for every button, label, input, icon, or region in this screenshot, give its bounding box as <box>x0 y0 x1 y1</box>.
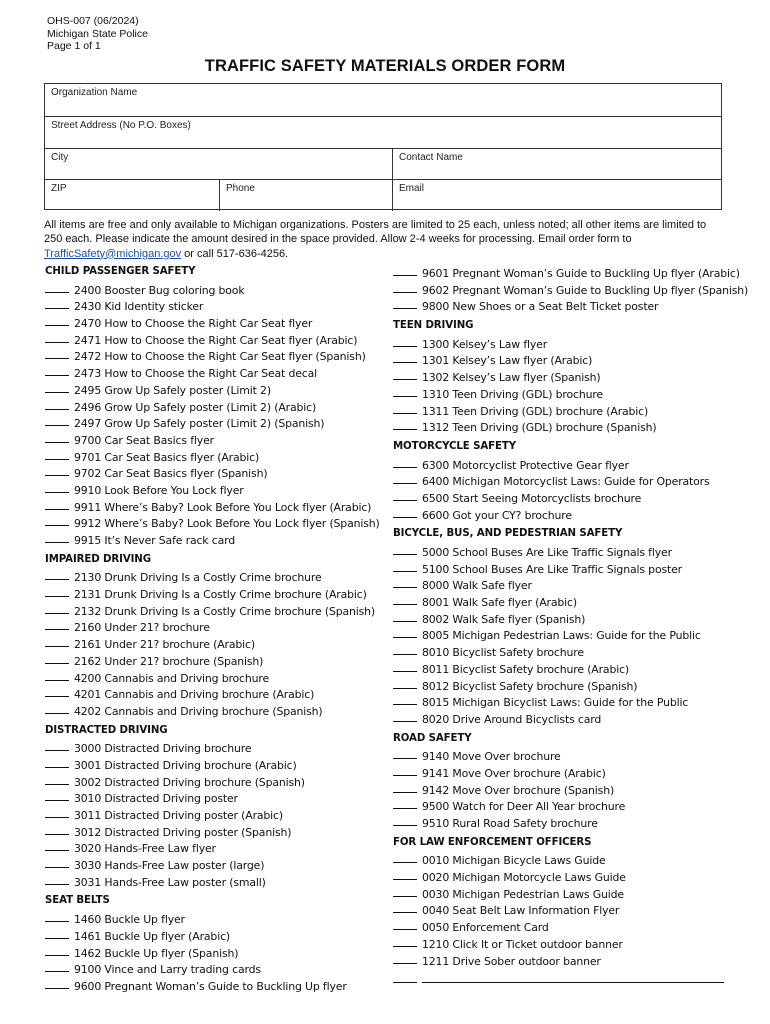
order-item <box>393 593 728 610</box>
order-item <box>45 602 385 619</box>
form-number: OHS-007 (06/2024) <box>47 15 139 27</box>
order-item <box>393 368 728 385</box>
other-item-line[interactable] <box>422 971 724 983</box>
order-item <box>45 756 385 773</box>
quantity-blank[interactable] <box>393 351 417 363</box>
item-label: 9702 Car Seat Basics flyer (Spanish) <box>74 467 268 481</box>
item-label: 5000 School Buses Are Like Traffic Signals flyer <box>422 546 672 559</box>
quantity-blank[interactable] <box>393 660 417 672</box>
section-title-for-law-enforcement-officers: FOR LAW ENFORCEMENT OFFICERS <box>393 836 592 848</box>
item-label: 9800 New Shoes or a Seat Belt Ticket poster <box>422 300 659 314</box>
quantity-blank[interactable] <box>45 585 69 597</box>
order-item <box>393 814 728 831</box>
order-item <box>45 910 385 927</box>
item-label: 1461 Buckle Up flyer (Arabic) <box>74 929 230 943</box>
quantity-blank[interactable] <box>45 944 69 956</box>
order-item <box>45 585 385 602</box>
order-item <box>45 839 385 856</box>
quantity-blank[interactable] <box>393 764 417 776</box>
street-address-input[interactable] <box>51 133 715 146</box>
order-item <box>45 773 385 790</box>
order-item <box>45 960 385 977</box>
section-title-teen-driving: TEEN DRIVING <box>393 320 474 332</box>
item-label: 1210 Click It or Ticket outdoor banner <box>422 937 623 951</box>
order-item <box>45 873 385 890</box>
item-label: 2131 Drunk Driving Is a Costly Crime brochure (Arabic) <box>74 588 367 602</box>
item-label: 3002 Distracted Driving brochure (Spanish) <box>74 775 305 789</box>
quantity-blank[interactable] <box>45 568 69 580</box>
contact-name-label: Contact Name <box>399 152 463 163</box>
left-items-column <box>45 264 385 994</box>
order-item <box>393 797 728 814</box>
quantity-blank[interactable] <box>393 971 417 983</box>
section-title-motorcycle-safety: MOTORCYCLE SAFETY <box>393 440 516 452</box>
item-label: 8011 Bicyclist Safety brochure (Arabic) <box>422 662 630 676</box>
item-label: 3012 Distracted Driving poster (Spanish) <box>74 825 292 839</box>
item-label: 9915 It’s Never Safe rack card <box>74 534 236 547</box>
item-label: 9140 Move Over brochure <box>422 750 561 764</box>
other-item-row <box>393 971 728 988</box>
item-label: 9700 Car Seat Basics flyer <box>74 433 214 447</box>
item-label: 2470 How to Choose the Right Car Seat flyer <box>74 317 313 331</box>
item-label: 6300 Motorcyclist Protective Gear flyer <box>422 458 629 472</box>
quantity-blank[interactable] <box>45 789 69 801</box>
order-item <box>393 351 728 368</box>
item-label: 8001 Walk Safe flyer (Arabic) <box>422 596 577 610</box>
street-address-label: Street Address (No P.O. Boxes) <box>51 120 191 131</box>
street-cell <box>45 117 721 148</box>
order-item <box>393 335 728 352</box>
order-item <box>45 685 385 702</box>
order-item <box>45 464 385 481</box>
order-item <box>393 626 728 643</box>
item-label: 1301 Kelsey’s Law flyer (Arabic) <box>422 354 593 368</box>
order-item <box>393 935 728 952</box>
item-label: 9910 Look Before You Lock flyer <box>74 483 244 497</box>
order-item <box>45 297 385 314</box>
section-title-seat-belts: SEAT BELTS <box>45 895 110 907</box>
item-label: 3000 Distracted Driving brochure <box>74 742 252 756</box>
quantity-blank[interactable] <box>393 560 417 572</box>
item-label: 8010 Bicyclist Safety brochure <box>422 646 584 660</box>
order-item <box>45 498 385 515</box>
order-item <box>393 472 728 489</box>
quantity-blank[interactable] <box>45 856 69 868</box>
quantity-blank[interactable] <box>393 385 417 397</box>
quantity-blank[interactable] <box>45 481 69 493</box>
quantity-blank[interactable] <box>393 747 417 759</box>
item-label: 2472 How to Choose the Right Car Seat flyer (Spanish) <box>74 350 366 364</box>
order-item <box>393 660 728 677</box>
order-item <box>393 489 728 506</box>
order-item <box>45 398 385 415</box>
phone-cell <box>219 180 392 211</box>
order-item <box>393 281 749 298</box>
item-label: 1460 Buckle Up flyer <box>74 913 185 927</box>
item-label: 1312 Teen Driving (GDL) brochure (Spanish) <box>422 421 657 435</box>
contact-name-cell <box>392 149 721 179</box>
item-label: 9701 Car Seat Basics flyer (Arabic) <box>74 450 260 464</box>
order-item <box>393 402 728 419</box>
order-item <box>45 347 385 364</box>
quantity-blank[interactable] <box>393 576 417 588</box>
item-label: 3001 Distracted Driving brochure (Arabic) <box>74 758 297 772</box>
section-title-bicycle-bus-and-pedestrian-safety: BICYCLE, BUS, AND PEDESTRIAN SAFETY <box>393 528 623 540</box>
quantity-blank[interactable] <box>393 677 417 689</box>
quantity-blank[interactable] <box>45 381 69 393</box>
order-item <box>393 610 728 627</box>
quantity-blank[interactable] <box>393 472 417 484</box>
order-item <box>393 747 728 764</box>
item-label: 9510 Rural Road Safety brochure <box>422 817 598 830</box>
instructions-text: All items are free and only available to Michigan organizations. Posters are limited to 25 each, unless noted; all other items are limited to 250 each. Please indicate the amount desired in the space provided. Allow 2-4 weeks for processing. Email order form to <box>44 219 707 246</box>
order-item <box>45 481 385 498</box>
quantity-blank[interactable] <box>45 739 69 751</box>
item-label: 1300 Kelsey’s Law flyer <box>422 337 548 351</box>
quantity-blank[interactable] <box>393 952 417 964</box>
item-label: 6600 Got your CY? brochure <box>422 508 572 522</box>
item-label: 3020 Hands-Free Law flyer <box>74 842 216 856</box>
item-label: 9600 Pregnant Woman’s Guide to Buckling Up flyer <box>74 979 347 993</box>
order-item <box>393 710 728 727</box>
item-label: 3031 Hands-Free Law poster (small) <box>74 875 266 889</box>
quantity-blank[interactable] <box>393 710 417 722</box>
phone-input[interactable] <box>226 196 386 209</box>
order-item <box>45 944 385 961</box>
item-label: 2496 Grow Up Safely poster (Limit 2) (Arabic) <box>74 400 317 414</box>
item-label: 2430 Kid Identity sticker <box>74 300 204 314</box>
order-item <box>45 789 385 806</box>
item-label: 3030 Hands-Free Law poster (large) <box>74 859 265 873</box>
item-label: 8015 Michigan Bicyclist Laws: Guide for the Public <box>422 696 689 710</box>
quantity-blank[interactable] <box>45 297 69 309</box>
order-item <box>45 618 385 635</box>
quantity-blank[interactable] <box>393 543 417 555</box>
item-label: 0040 Seat Belt Law Information Flyer <box>422 904 620 918</box>
quantity-blank[interactable] <box>45 448 69 460</box>
item-label: 8005 Michigan Pedestrian Laws: Guide for the Public <box>422 629 701 643</box>
zip-row <box>45 180 721 211</box>
organization-name-input[interactable] <box>51 101 715 114</box>
quantity-blank[interactable] <box>45 823 69 835</box>
order-item <box>393 456 728 473</box>
city-label: City <box>51 152 69 163</box>
quantity-blank[interactable] <box>45 960 69 972</box>
order-item <box>393 297 728 314</box>
order-item <box>393 918 728 935</box>
item-label: 3011 Distracted Driving poster (Arabic) <box>74 809 283 822</box>
quantity-blank[interactable] <box>393 901 417 913</box>
item-label: 9141 Move Over brochure (Arabic) <box>422 766 606 780</box>
order-item <box>393 693 728 710</box>
quantity-blank[interactable] <box>393 297 417 309</box>
order-item <box>45 977 385 994</box>
quantity-blank[interactable] <box>393 610 417 622</box>
order-item <box>393 764 728 781</box>
item-label: 9912 Where’s Baby? Look Before You Lock flyer (Spanish) <box>74 517 380 531</box>
order-item <box>393 885 728 902</box>
item-label: 6500 Start Seeing Motorcyclists brochure <box>422 491 642 505</box>
order-item <box>393 851 728 868</box>
order-item <box>45 927 385 944</box>
item-label: 2161 Under 21? brochure (Arabic) <box>74 638 255 652</box>
item-label: 4200 Cannabis and Driving brochure <box>74 671 270 685</box>
order-item <box>45 331 385 348</box>
street-row <box>45 117 721 149</box>
city-input[interactable] <box>51 164 386 177</box>
quantity-blank[interactable] <box>393 368 417 380</box>
quantity-blank[interactable] <box>393 456 417 468</box>
item-label: 0020 Michigan Motorcycle Laws Guide <box>422 871 626 885</box>
item-label: 1211 Drive Sober outdoor banner <box>422 954 601 968</box>
item-label: 8002 Walk Safe flyer (Spanish) <box>422 612 586 626</box>
section-title-road-safety: ROAD SAFETY <box>393 732 472 744</box>
item-label: 9500 Watch for Deer All Year brochure <box>422 800 626 814</box>
quantity-blank[interactable] <box>45 464 69 476</box>
order-item <box>45 381 385 398</box>
order-item <box>45 568 385 585</box>
item-label: 4202 Cannabis and Driving brochure (Spanish) <box>74 704 323 718</box>
item-label: 2160 Under 21? brochure <box>74 621 210 635</box>
item-label: 8020 Drive Around Bicyclists card <box>422 712 602 726</box>
quantity-blank[interactable] <box>45 685 69 697</box>
order-item <box>45 823 385 840</box>
order-item <box>45 635 385 652</box>
quantity-blank[interactable] <box>45 756 69 768</box>
order-item <box>393 677 728 694</box>
page-title: TRAFFIC SAFETY MATERIALS ORDER FORM <box>204 57 566 75</box>
form-header <box>47 15 148 53</box>
quantity-blank[interactable] <box>45 414 69 426</box>
quantity-blank[interactable] <box>45 347 69 359</box>
email-input[interactable] <box>399 196 715 209</box>
quantity-blank[interactable] <box>45 669 69 681</box>
quantity-blank[interactable] <box>393 281 417 293</box>
organization-row <box>45 84 721 117</box>
quantity-blank[interactable] <box>45 773 69 785</box>
quantity-blank[interactable] <box>45 977 69 989</box>
section-title-distracted-driving: DISTRACTED DRIVING <box>45 724 168 736</box>
item-label: 9601 Pregnant Woman’s Guide to Buckling Up flyer (Arabic) <box>422 267 740 280</box>
quantity-blank[interactable] <box>393 626 417 638</box>
zip-label: ZIP <box>51 183 67 194</box>
order-item <box>45 448 385 465</box>
quantity-blank[interactable] <box>393 335 417 347</box>
quantity-blank[interactable] <box>393 935 417 947</box>
section-title-impaired-driving: IMPAIRED DRIVING <box>45 553 151 565</box>
order-item <box>393 560 728 577</box>
order-item <box>45 414 385 431</box>
order-item <box>393 901 728 918</box>
item-label: 0030 Michigan Pedestrian Laws Guide <box>422 887 624 901</box>
order-item <box>45 856 385 873</box>
quantity-blank[interactable] <box>393 851 417 863</box>
quantity-blank[interactable] <box>45 618 69 630</box>
item-label: 2400 Booster Bug coloring book <box>74 283 245 297</box>
order-item <box>45 531 385 548</box>
order-item <box>393 385 728 402</box>
quantity-blank[interactable] <box>393 918 417 930</box>
item-label: 2495 Grow Up Safely poster (Limit 2) <box>74 383 271 397</box>
item-label: 8012 Bicyclist Safety brochure (Spanish) <box>422 679 638 693</box>
quantity-blank[interactable] <box>45 927 69 939</box>
zip-input[interactable] <box>51 196 213 209</box>
quantity-blank[interactable] <box>45 839 69 851</box>
item-label: 1311 Teen Driving (GDL) brochure (Arabic) <box>422 404 649 418</box>
order-item <box>393 418 728 435</box>
order-item <box>393 543 728 560</box>
quantity-blank[interactable] <box>393 489 417 501</box>
order-item <box>393 264 740 281</box>
order-item <box>393 506 728 523</box>
quantity-blank[interactable] <box>393 506 417 518</box>
email-label: Email <box>399 183 425 194</box>
order-email-link[interactable]: TrafficSafety@michigan.gov <box>44 247 182 260</box>
item-label: 2471 How to Choose the Right Car Seat flyer (Arabic) <box>74 333 358 347</box>
order-item <box>45 314 385 331</box>
order-item <box>393 952 728 969</box>
item-label: 9911 Where’s Baby? Look Before You Lock flyer (Arabic) <box>74 500 372 514</box>
item-label: 2162 Under 21? brochure (Spanish) <box>74 654 264 668</box>
order-item <box>45 806 385 823</box>
item-label: 1462 Buckle Up flyer (Spanish) <box>74 946 239 960</box>
item-label: 1310 Teen Driving (GDL) brochure <box>422 387 603 401</box>
quantity-blank[interactable] <box>45 910 69 922</box>
order-item <box>393 576 728 593</box>
order-item <box>45 431 385 448</box>
order-item <box>45 364 385 381</box>
quantity-blank[interactable] <box>45 806 69 818</box>
quantity-blank[interactable] <box>393 693 417 705</box>
item-label: 3010 Distracted Driving poster <box>74 792 238 806</box>
instructions-phone: or call 517-636-4256. <box>181 247 289 260</box>
quantity-blank[interactable] <box>45 602 69 614</box>
item-label: 2130 Drunk Driving Is a Costly Crime brochure <box>74 571 322 585</box>
quantity-blank[interactable] <box>45 498 69 510</box>
item-label: 2497 Grow Up Safely poster (Limit 2) (Spanish) <box>74 417 325 431</box>
organization-name-label: Organization Name <box>51 87 138 98</box>
city-row <box>45 149 721 180</box>
organization-cell <box>45 84 721 116</box>
quantity-blank[interactable] <box>393 418 417 430</box>
contact-info-form <box>44 83 722 210</box>
order-item <box>45 652 385 669</box>
item-label: 1302 Kelsey’s Law flyer (Spanish) <box>422 371 601 385</box>
quantity-blank[interactable] <box>45 314 69 326</box>
quantity-blank[interactable] <box>45 635 69 647</box>
quantity-blank[interactable] <box>393 868 417 880</box>
item-label: 9142 Move Over brochure (Spanish) <box>422 783 615 797</box>
quantity-blank[interactable] <box>45 652 69 664</box>
item-label: 2473 How to Choose the Right Car Seat decal <box>74 367 318 381</box>
contact-name-input[interactable] <box>399 164 715 177</box>
page-indicator: Page 1 of 1 <box>47 40 101 52</box>
phone-label: Phone <box>226 183 255 194</box>
order-item <box>45 669 385 686</box>
order-item <box>45 702 385 719</box>
quantity-blank[interactable] <box>393 797 417 809</box>
item-label: 9100 Vince and Larry trading cards <box>74 963 261 977</box>
email-cell <box>392 180 721 211</box>
section-title-child-passenger-safety: CHILD PASSENGER SAFETY <box>45 266 196 277</box>
item-label: 0050 Enforcement Card <box>422 921 549 935</box>
item-label: 4201 Cannabis and Driving brochure (Arabic) <box>74 688 315 702</box>
item-label: 6400 Michigan Motorcyclist Laws: Guide for Operators <box>422 475 710 489</box>
agency-name: Michigan State Police <box>47 27 148 40</box>
quantity-blank[interactable] <box>45 531 69 543</box>
item-label: 8000 Walk Safe flyer <box>422 579 532 593</box>
quantity-blank[interactable] <box>393 885 417 897</box>
item-label: 0010 Michigan Bicycle Laws Guide <box>422 854 606 868</box>
quantity-blank[interactable] <box>393 264 417 276</box>
order-item <box>393 781 728 798</box>
order-item <box>45 281 385 298</box>
quantity-blank[interactable] <box>45 431 69 443</box>
item-label: 9602 Pregnant Woman’s Guide to Buckling Up flyer (Spanish) <box>422 283 749 297</box>
item-label: 2132 Drunk Driving Is a Costly Crime brochure (Spanish) <box>74 604 376 618</box>
city-cell <box>45 149 392 179</box>
order-item <box>393 643 728 660</box>
quantity-blank[interactable] <box>393 814 417 826</box>
quantity-blank[interactable] <box>45 398 69 410</box>
quantity-blank[interactable] <box>393 781 417 793</box>
right-items-column <box>393 264 749 988</box>
order-item <box>45 514 385 531</box>
quantity-blank[interactable] <box>45 364 69 376</box>
instructions-paragraph <box>44 218 724 261</box>
quantity-blank[interactable] <box>45 873 69 885</box>
quantity-blank[interactable] <box>45 331 69 343</box>
quantity-blank[interactable] <box>45 702 69 714</box>
quantity-blank[interactable] <box>45 514 69 526</box>
item-label: 5100 School Buses Are Like Traffic Signals poster <box>422 562 682 576</box>
order-item <box>45 739 385 756</box>
quantity-blank[interactable] <box>393 402 417 414</box>
quantity-blank[interactable] <box>45 281 69 293</box>
quantity-blank[interactable] <box>393 593 417 605</box>
order-item <box>393 868 728 885</box>
zip-cell <box>45 180 219 211</box>
quantity-blank[interactable] <box>393 643 417 655</box>
